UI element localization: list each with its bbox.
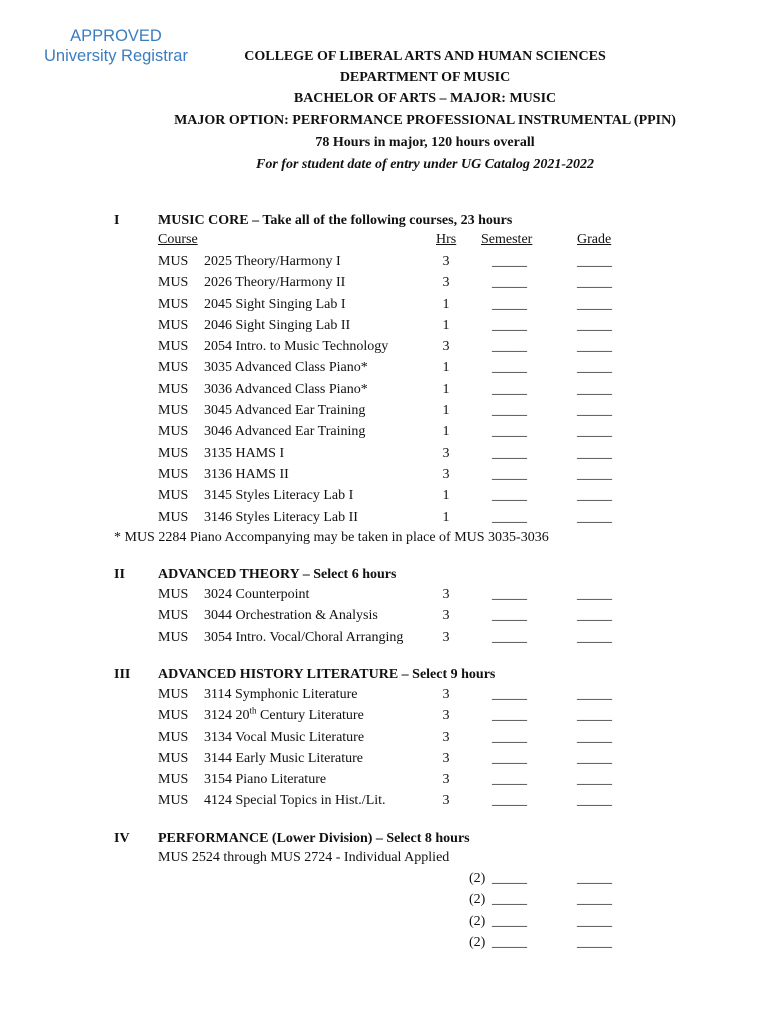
grade-blank[interactable]: _____ [577, 275, 612, 291]
course-hours: 3 [442, 687, 450, 702]
course-row [0, 337, 770, 358]
course-dept: MUS [158, 750, 189, 766]
major-option: MAJOR OPTION: PERFORMANCE PROFESSIONAL INSTRUMENTAL (PPIN) [174, 113, 676, 128]
course-hours: 3 [442, 750, 450, 766]
course-hours: 3 [442, 608, 450, 624]
grade-blank[interactable]: _____ [577, 488, 612, 504]
course-row [0, 273, 770, 294]
semester-blank[interactable]: _____ [492, 381, 527, 397]
grade-blank[interactable]: _____ [577, 466, 612, 482]
semester-blank[interactable]: _____ [492, 772, 527, 788]
grade-blank[interactable]: _____ [577, 729, 612, 745]
semester-blank[interactable]: _____ [492, 466, 527, 482]
section-advanced-theory [0, 567, 770, 649]
course-row [0, 401, 770, 422]
course-dept: MUS [158, 488, 189, 504]
course-hours: 3 [442, 445, 450, 461]
course-title: 4124 Special Topics in Hist./Lit. [204, 793, 386, 809]
section-number: I [114, 213, 120, 228]
section-number: IV [114, 831, 130, 846]
course-hours: 1 [442, 381, 450, 397]
grade-blank[interactable]: _____ [577, 296, 612, 312]
course-hours: 3 [442, 275, 450, 291]
course-row [0, 685, 770, 706]
semester-blank[interactable]: _____ [492, 254, 527, 269]
course-row [0, 444, 770, 465]
section-title: ADVANCED HISTORY LITERATURE – Select 9 hours [158, 667, 496, 682]
course-title: 3114 Symphonic Literature [204, 687, 358, 702]
semester-blank[interactable]: _____ [492, 608, 527, 624]
course-title: 3136 HAMS II [204, 466, 289, 482]
course-row [0, 486, 770, 507]
course-hours: 1 [442, 509, 450, 525]
course-hours: 1 [442, 403, 450, 419]
course-dept: MUS [158, 772, 189, 788]
course-dept: MUS [158, 360, 189, 376]
grade-blank[interactable]: _____ [577, 360, 612, 376]
course-dept: MUS [158, 254, 189, 269]
course-hours: 3 [442, 708, 450, 724]
stamp-approved: APPROVED [70, 27, 162, 45]
semester-blank[interactable]: _____ [492, 729, 527, 745]
course-row [0, 606, 770, 627]
grade-blank[interactable]: _____ [577, 793, 612, 809]
semester-blank[interactable]: _____ [492, 339, 527, 355]
section-title: PERFORMANCE (Lower Division) – Select 8 hours [158, 831, 470, 846]
course-hours: 1 [442, 296, 450, 312]
course-dept: MUS [158, 729, 189, 745]
course-dept: MUS [158, 509, 189, 525]
course-row [0, 380, 770, 401]
semester-blank[interactable]: _____ [492, 708, 527, 724]
stamp-registrar: University Registrar [44, 47, 188, 65]
degree-name: BACHELOR OF ARTS – MAJOR: MUSIC [293, 91, 557, 106]
course-hours: 1 [442, 360, 450, 376]
course-dept: MUS [158, 339, 189, 355]
course-hours: 3 [442, 466, 450, 482]
semester-blank[interactable]: _____ [492, 445, 527, 461]
course-hours: 3 [442, 793, 450, 809]
grade-blank[interactable]: _____ [577, 509, 612, 525]
course-header: Course [158, 232, 198, 247]
section-advanced-history [0, 667, 770, 813]
applied-entry-row [0, 912, 770, 933]
course-title-part: Century Literature [256, 708, 364, 724]
credit-hours: (2) [469, 871, 486, 886]
course-row [0, 791, 770, 812]
grade-blank[interactable]: _____ [577, 608, 612, 624]
semester-blank[interactable]: _____ [492, 934, 527, 950]
course-hours: 1 [442, 424, 450, 440]
section-title: MUSIC CORE – Take all of the following courses, 23 hours [158, 213, 513, 228]
grade-blank[interactable]: _____ [577, 934, 612, 950]
column-headers [0, 232, 770, 252]
course-dept: MUS [158, 708, 189, 724]
grade-blank[interactable]: _____ [577, 750, 612, 766]
grade-blank[interactable]: _____ [577, 772, 612, 788]
course-title: 2046 Sight Singing Lab II [204, 317, 351, 333]
semester-blank[interactable]: _____ [492, 629, 527, 645]
semester-blank[interactable]: _____ [492, 687, 527, 702]
course-dept: MUS [158, 466, 189, 482]
semester-blank[interactable]: _____ [492, 296, 527, 312]
course-hours: 3 [442, 629, 450, 645]
semester-blank[interactable]: _____ [492, 750, 527, 766]
course-title: 3144 Early Music Literature [204, 750, 364, 766]
course-row [0, 628, 770, 649]
grade-blank[interactable]: _____ [577, 424, 612, 440]
credit-hours: (2) [469, 913, 486, 929]
course-row [0, 316, 770, 337]
course-row [0, 706, 770, 727]
course-dept: MUS [158, 608, 189, 624]
course-dept: MUS [158, 275, 189, 291]
course-row [0, 585, 770, 606]
course-title: 3134 Vocal Music Literature [204, 729, 365, 745]
course-title: 3036 Advanced Class Piano* [204, 381, 368, 397]
course-title: 3024 Counterpoint [204, 587, 310, 602]
course-hours: 1 [442, 488, 450, 504]
section-music-core [0, 213, 770, 551]
course-row [0, 770, 770, 791]
semester-header: Semester [481, 232, 533, 247]
grade-blank[interactable]: _____ [577, 629, 612, 645]
credit-hours: (2) [469, 934, 486, 950]
grade-header: Grade [577, 232, 612, 247]
course-title: 3145 Styles Literacy Lab I [204, 488, 354, 504]
course-row [0, 465, 770, 486]
applied-entry-row [0, 890, 770, 911]
course-hours: 1 [442, 317, 450, 333]
semester-blank[interactable]: _____ [492, 913, 527, 929]
grade-blank[interactable]: _____ [577, 708, 612, 724]
section-subtitle: MUS 2524 through MUS 2724 - Individual Applied [158, 850, 450, 865]
section-number: III [114, 667, 131, 682]
grade-blank[interactable]: _____ [577, 587, 612, 602]
hrs-header: Hrs [436, 232, 457, 247]
credit-hours: (2) [469, 892, 486, 908]
course-row [0, 422, 770, 443]
course-dept: MUS [158, 445, 189, 461]
document-header [130, 46, 720, 176]
course-title-superscript: th [249, 705, 257, 716]
grade-blank[interactable]: _____ [577, 892, 612, 908]
course-title: 2026 Theory/Harmony II [204, 275, 346, 291]
grade-blank[interactable]: _____ [577, 339, 612, 355]
course-dept: MUS [158, 403, 189, 419]
course-title-part: 3124 20 [204, 708, 250, 724]
course-row [0, 358, 770, 379]
grade-blank[interactable]: _____ [577, 317, 612, 333]
course-dept: MUS [158, 381, 189, 397]
section-performance [0, 831, 770, 954]
grade-blank[interactable]: _____ [577, 445, 612, 461]
grade-blank[interactable]: _____ [577, 381, 612, 397]
grade-blank[interactable]: _____ [577, 913, 612, 929]
course-dept: MUS [158, 793, 189, 809]
grade-blank[interactable]: _____ [577, 871, 612, 886]
course-title: 3044 Orchestration & Analysis [204, 608, 378, 624]
semester-blank[interactable]: _____ [492, 587, 527, 602]
course-title [204, 705, 364, 724]
applied-entry-row [0, 933, 770, 954]
grade-blank[interactable]: _____ [577, 687, 612, 702]
semester-blank[interactable]: _____ [492, 424, 527, 440]
course-row [0, 749, 770, 770]
course-title: 2045 Sight Singing Lab I [204, 296, 346, 312]
section-note: * MUS 2284 Piano Accompanying may be taken in place of MUS 3035-3036 [114, 529, 549, 545]
course-dept: MUS [158, 296, 189, 312]
section-title: ADVANCED THEORY – Select 6 hours [158, 567, 397, 582]
course-hours: 3 [442, 587, 450, 602]
college-name: COLLEGE OF LIBERAL ARTS AND HUMAN SCIENCES [244, 49, 606, 64]
grade-blank[interactable]: _____ [577, 403, 612, 419]
semester-blank[interactable]: _____ [492, 403, 527, 419]
course-row [0, 252, 770, 273]
applied-entry-row [0, 869, 770, 890]
course-dept: MUS [158, 424, 189, 440]
course-row [0, 295, 770, 316]
course-hours: 3 [442, 339, 450, 355]
course-row [0, 508, 770, 529]
semester-blank[interactable]: _____ [492, 488, 527, 504]
grade-blank[interactable]: _____ [577, 254, 612, 269]
course-title: 2054 Intro. to Music Technology [204, 339, 389, 355]
course-title: 3135 HAMS I [204, 445, 285, 461]
department-name: DEPARTMENT OF MUSIC [339, 70, 511, 85]
course-hours: 3 [442, 254, 450, 269]
semester-blank[interactable]: _____ [492, 892, 527, 908]
semester-blank[interactable]: _____ [492, 275, 527, 291]
semester-blank[interactable]: _____ [492, 793, 527, 809]
course-title: 3046 Advanced Ear Training [204, 424, 366, 440]
semester-blank[interactable]: _____ [492, 317, 527, 333]
catalog-note: For for student date of entry under UG Catalog 2021-2022 [256, 157, 594, 172]
course-row [0, 728, 770, 749]
section-number: II [114, 567, 125, 582]
semester-blank[interactable]: _____ [492, 360, 527, 376]
semester-blank[interactable]: _____ [492, 509, 527, 525]
course-hours: 3 [442, 772, 450, 788]
course-dept: MUS [158, 587, 189, 602]
course-title: 3054 Intro. Vocal/Choral Arranging [204, 629, 404, 645]
hours-summary: 78 Hours in major, 120 hours overall [315, 135, 535, 150]
course-title: 2025 Theory/Harmony I [204, 254, 341, 269]
course-dept: MUS [158, 629, 189, 645]
course-title: 3035 Advanced Class Piano* [204, 360, 368, 376]
course-title: 3146 Styles Literacy Lab II [204, 509, 358, 525]
course-hours: 3 [442, 729, 450, 745]
course-title: 3045 Advanced Ear Training [204, 403, 366, 419]
course-dept: MUS [158, 317, 189, 333]
semester-blank[interactable]: _____ [492, 871, 527, 886]
course-title: 3154 Piano Literature [204, 772, 327, 788]
course-dept: MUS [158, 687, 189, 702]
